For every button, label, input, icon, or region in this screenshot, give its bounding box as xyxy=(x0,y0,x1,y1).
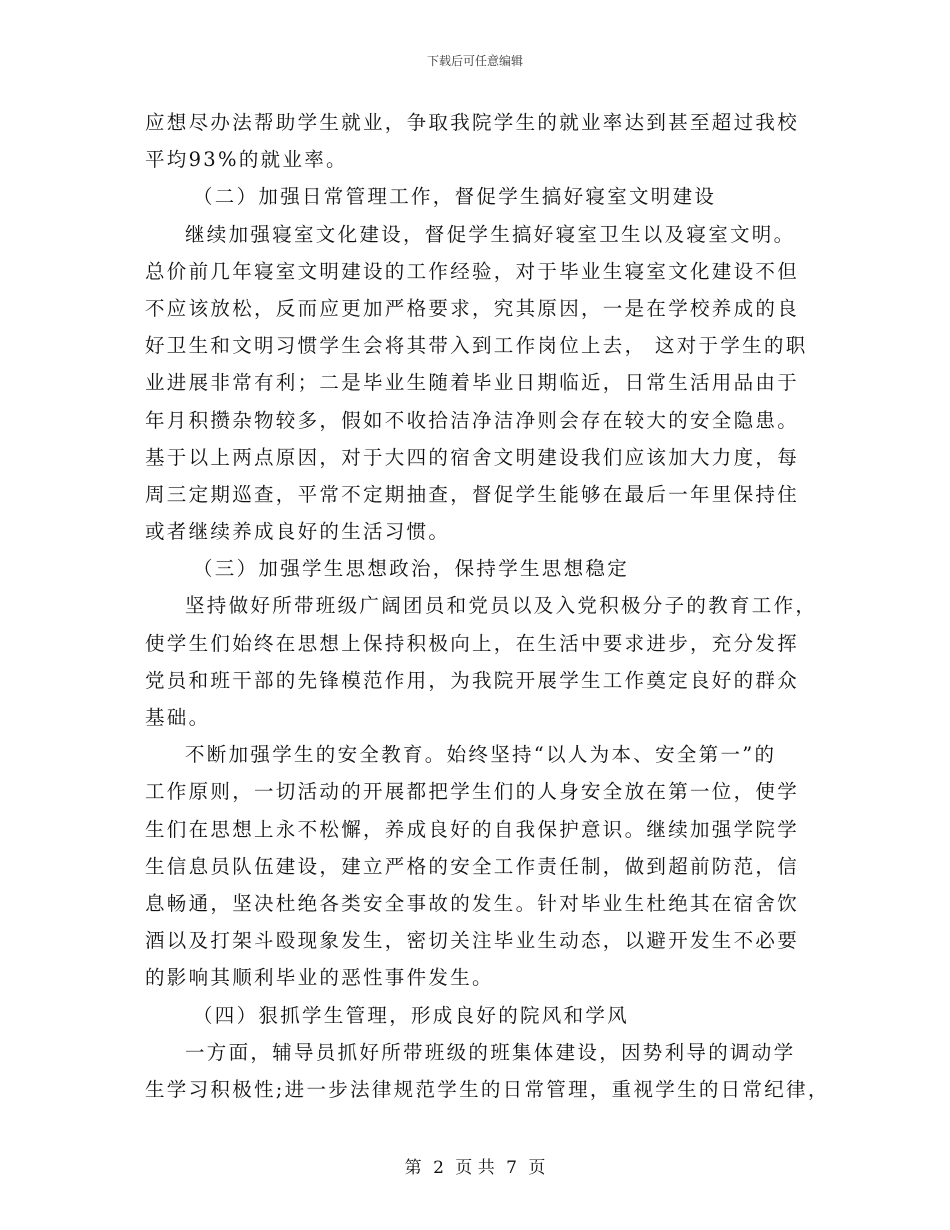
text-line: （四）狠抓学生管理，形成良好的院风和学风 xyxy=(193,1003,630,1027)
footer-middle: 页 共 xyxy=(455,1158,495,1178)
footer-total-pages: 7 xyxy=(506,1158,517,1178)
text-line: 年月积攒杂物较多，假如不收拾洁净洁净则会存在较大的安全隐患。 xyxy=(145,408,800,432)
text-line: （二）加强日常管理工作，督促学生搞好寝室文明建设 xyxy=(193,185,717,209)
text-line: 业进展非常有利；二是毕业生随着毕业日期临近，日常生活用品由于 xyxy=(145,371,800,395)
footer-page-number: 2 xyxy=(433,1158,444,1178)
footer-prefix: 第 xyxy=(404,1158,422,1178)
text-line: 继续加强寝室文化建设，督促学生搞好寝室卫生以及寝室文明。 xyxy=(185,222,796,246)
text-line: 党员和班干部的先锋模范作用，为我院开展学生工作奠定良好的群众 xyxy=(145,668,800,692)
text-line: 不应该放松，反而应更加严格要求，究其原因，一是在学校养成的良 xyxy=(145,296,800,320)
text-line: 工作原则，一切活动的开展都把学生们的人身安全放在第一位，使学 xyxy=(145,780,800,804)
document-body xyxy=(145,104,830,1108)
text-line: 酒以及打架斗殴现象发生，密切关注毕业生动态，以避开发生不必要 xyxy=(145,929,800,953)
text-line: 生们在思想上永不松懈，养成良好的自我保护意识。继续加强学院学 xyxy=(145,817,800,841)
text-line: 好卫生和文明习惯学生会将其带入到工作岗位上去， 这对于学生的职 xyxy=(145,334,808,358)
text-line: 一方面，辅导员抓好所带班级的班集体建设，因势利导的调动学 xyxy=(185,1040,796,1064)
text-line: 总价前几年寝室文明建设的工作经验，对于毕业生寝室文化建设不但 xyxy=(145,259,800,283)
text-line: 平均93%的就业率。 xyxy=(145,148,348,172)
text-line: 的影响其顺利毕业的恶性事件发生。 xyxy=(145,966,494,990)
text-line: 坚持做好所带班级广阔团员和党员以及入党积极分子的教育工作， xyxy=(185,594,818,618)
text-line: 应想尽办法帮助学生就业，争取我院学生的就业率达到甚至超过我校 xyxy=(145,111,800,134)
text-line: （三）加强学生思想政治，保持学生思想稳定 xyxy=(193,557,630,581)
page-header: 下载后可任意编辑 xyxy=(426,54,523,68)
text-line: 基础。 xyxy=(145,706,211,729)
text-line: 基于以上两点原因，对于大四的宿舍文明建设我们应该加大力度，每 xyxy=(145,445,800,469)
text-line: 生学习积极性;进一步法律规范学生的日常管理，重视学生的日常纪律， xyxy=(145,1077,830,1101)
text-line: 或者继续养成良好的生活习惯。 xyxy=(145,520,451,544)
text-line: 周三定期巡查，平常不定期抽查，督促学生能够在最后一年里保持住 xyxy=(145,482,800,506)
text-line: 不断加强学生的安全教育。始终坚持“以人为本、安全第一”的 xyxy=(185,743,777,767)
text-line: 生信息员队伍建设，建立严格的安全工作责任制，做到超前防范，信 xyxy=(145,854,800,878)
footer-suffix: 页 xyxy=(528,1158,546,1178)
page-footer xyxy=(0,1153,950,1178)
text-line: 使学生们始终在思想上保持积极向上，在生活中要求进步，充分发挥 xyxy=(145,631,800,655)
text-line: 息畅通，坚决杜绝各类安全事故的发生。针对毕业生杜绝其在宿舍饮 xyxy=(145,891,800,915)
